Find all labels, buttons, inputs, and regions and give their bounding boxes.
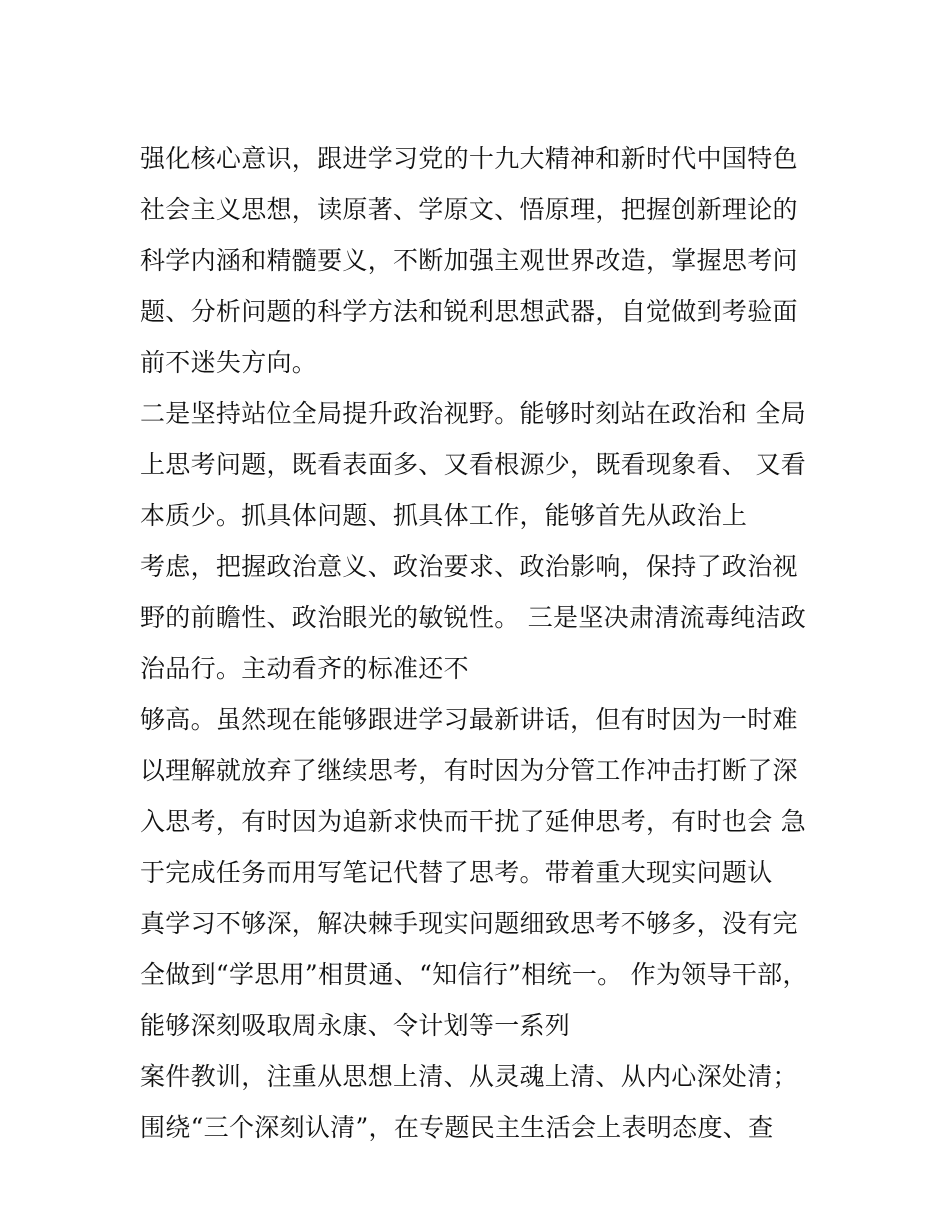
- text-line: 案件教训，注重从思想上清、从灵魂上清、从内心深处清；: [140, 1062, 798, 1091]
- text-line: 二是坚持站位全局提升政治视野。能够时刻站在政治和 全局: [140, 399, 807, 428]
- text-line: 入思考，有时因为追新求快而干扰了延伸思考，有时也会 急: [140, 807, 807, 836]
- text-line: 于完成任务而用写笔记代替了思考。带着重大现实问题认: [140, 858, 773, 887]
- text-line: 够高。虽然现在能够跟进学习最新讲话，但有时因为一时难: [140, 705, 798, 734]
- text-line: 围绕“三个深刻认清”，在专题民主生活会上表明态度、查: [140, 1113, 774, 1142]
- text-line: 强化核心意识，跟进学习党的十九大精神和新时代中国特色: [140, 144, 798, 173]
- text-line: 治品行。主动看齐的标准还不: [140, 654, 469, 683]
- text-line: 真学习不够深，解决棘手现实问题细致思考不够多，没有完: [140, 909, 798, 938]
- body-text: [140, 133, 820, 1153]
- text-line: 前不迷失方向。: [140, 348, 318, 377]
- text-line: 能够深刻吸取周永康、令计划等一系列: [140, 1011, 571, 1040]
- text-line: 题、分析问题的科学方法和锐利思想武器，自觉做到考验面: [140, 297, 798, 326]
- text-line: 本质少。抓具体问题、抓具体工作，能够首先从政治上: [140, 501, 748, 530]
- text-line: 科学内涵和精髓要义，不断加强主观世界改造，掌握思考问: [140, 246, 798, 275]
- text-line: 野的前瞻性、政治眼光的敏锐性。 三是坚决肃清流毒纯洁政: [140, 603, 807, 632]
- text-line: 上思考问题，既看表面多、又看根源少，既看现象看、 又看: [140, 450, 807, 479]
- text-line: 以理解就放弃了继续思考，有时因为分管工作冲击打断了深: [140, 756, 798, 785]
- text-line: 全做到“学思用”相贯通、“知信行”相统一。 作为领导干部，: [140, 960, 808, 989]
- text-line: 社会主义思想，读原著、学原文、悟原理，把握创新理论的: [140, 195, 798, 224]
- text-line: 考虑，把握政治意义、政治要求、政治影响，保持了政治视: [140, 552, 798, 581]
